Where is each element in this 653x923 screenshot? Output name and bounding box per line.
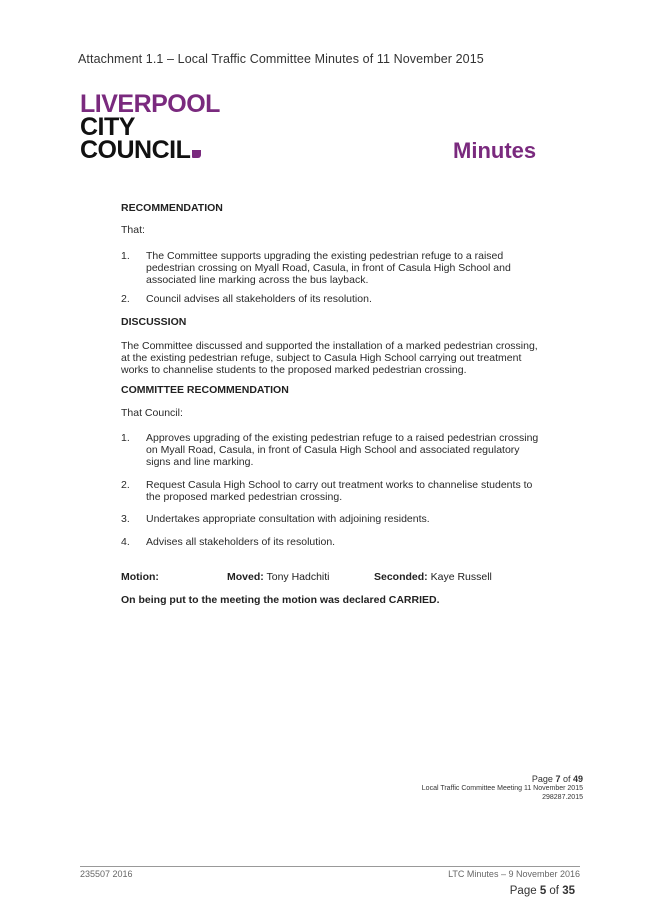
recommendation-item-text: The Committee supports upgrading the existing pedestrian refuge to a raised pedestrian crossing on Myall Road, Casula, in front of Casula High School and associated line marking across the bus layback. bbox=[146, 250, 511, 286]
logo-line-city: CITY bbox=[80, 113, 135, 141]
footer-doc-number: 235507 2016 bbox=[80, 869, 133, 879]
discussion-heading: DISCUSSION bbox=[121, 316, 187, 328]
inner-page-ref: 298287.2015 bbox=[542, 794, 583, 801]
committee-item-num: 1. bbox=[121, 432, 130, 444]
footer-page-total: 35 bbox=[562, 885, 575, 897]
motion-label: Motion: bbox=[121, 571, 159, 583]
moved-label: Moved: bbox=[227, 571, 264, 583]
inner-page-prefix: Page bbox=[531, 774, 556, 784]
committee-item-text: Undertakes appropriate consultation with adjoining residents. bbox=[146, 513, 430, 525]
council-logo bbox=[80, 90, 220, 165]
committee-item-text: Approves upgrading of the existing pedestrian refuge to a raised pedestrian crossing on Myall Road, Casula, in front of Casula High School and associated regulatory signs and line marking. bbox=[146, 432, 539, 468]
attachment-header: Attachment 1.1 – Local Traffic Committee Minutes of 11 November 2015 bbox=[78, 52, 484, 66]
document-title: Minutes bbox=[453, 138, 537, 163]
moved-by bbox=[227, 571, 330, 583]
committee-recommendation-intro: That Council: bbox=[121, 407, 183, 419]
committee-item-text: Request Casula High School to carry out treatment works to channelise students to the proposed marked pedestrian crossing. bbox=[146, 479, 533, 503]
recommendation-heading: RECOMMENDATION bbox=[121, 202, 223, 214]
inner-page-number bbox=[422, 775, 583, 784]
seconded-by bbox=[374, 571, 492, 583]
footer-page-num: 5 bbox=[539, 885, 547, 897]
committee-item-num: 4. bbox=[121, 536, 130, 548]
inner-page-of: of bbox=[560, 774, 573, 784]
discussion-text: The Committee discussed and supported the installation of a marked pedestrian crossing, at the existing pedestrian refuge, subject to Casula High School carrying out treatment works to channelise students to the proposed marked pedestrian crossing. bbox=[121, 340, 538, 376]
recommendation-item-num: 1. bbox=[121, 250, 130, 262]
footer-page-of: of bbox=[546, 885, 563, 897]
committee-item-text: Advises all stakeholders of its resolution. bbox=[146, 536, 336, 548]
footer-page-number bbox=[510, 885, 575, 897]
inner-page-meeting: Local Traffic Committee Meeting 11 November 2015 bbox=[421, 785, 583, 792]
footer-doc-title: LTC Minutes – 9 November 2016 bbox=[448, 869, 580, 879]
inner-page-total: 49 bbox=[572, 774, 583, 784]
seconded-by-name: Kaye Russell bbox=[430, 571, 492, 583]
inner-page-reference bbox=[422, 775, 583, 802]
moved-by-name: Tony Hadchiti bbox=[266, 571, 330, 583]
logo-line-council: COUNCIL bbox=[80, 136, 191, 164]
footer-page-prefix: Page bbox=[509, 885, 540, 897]
logo-line-liverpool: LIVERPOOL bbox=[80, 90, 220, 118]
recommendation-intro: That: bbox=[121, 224, 145, 236]
inner-page-num: 7 bbox=[555, 774, 561, 784]
logo-mark-icon bbox=[192, 150, 201, 158]
footer-divider bbox=[80, 866, 580, 867]
seconded-label: Seconded: bbox=[374, 571, 428, 583]
committee-item-num: 3. bbox=[121, 513, 130, 525]
committee-item-num: 2. bbox=[121, 479, 130, 491]
recommendation-item-num: 2. bbox=[121, 293, 130, 305]
recommendation-item-text: Council advises all stakeholders of its resolution. bbox=[146, 293, 372, 305]
committee-recommendation-heading: COMMITTEE RECOMMENDATION bbox=[121, 384, 289, 396]
motion-result: On being put to the meeting the motion was declared CARRIED. bbox=[121, 594, 440, 606]
